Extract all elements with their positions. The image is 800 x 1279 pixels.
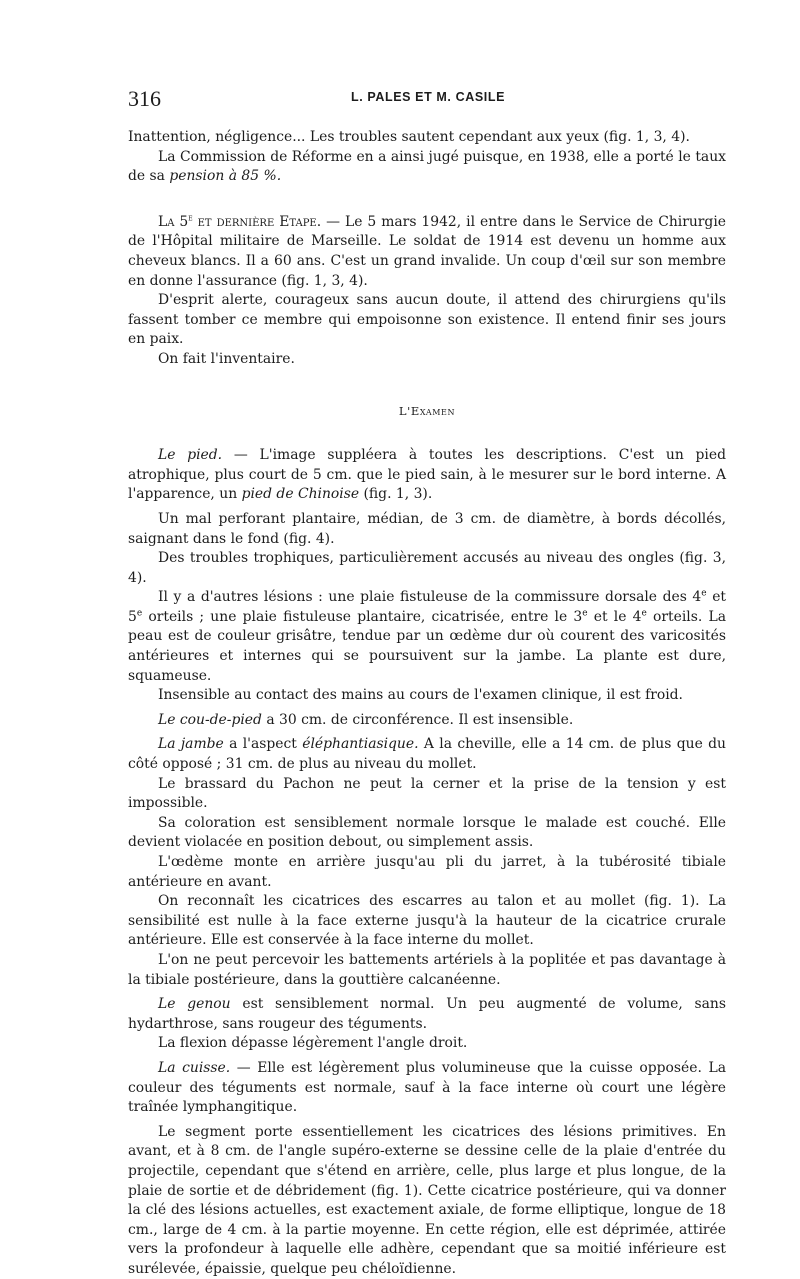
paragraph: Le brassard du Pachon ne peut la cerner et la prise de la tension y est impossible. xyxy=(128,775,726,812)
paragraph: Un mal perforant plantaire, médian, de 3 cm. de diamètre, à bords décollés, saignant dans le fond (fig. 4). xyxy=(128,510,726,547)
paragraph: L'œdème monte en arrière jusqu'au pli du jarret, à la tubérosité tibiale antérieure en avant. xyxy=(128,854,726,890)
page-number: 316 xyxy=(128,86,161,111)
paragraph: La jambe a l'aspect éléphantiasique. A la cheville, elle a 14 cm. de plus que du côté opposé ; 31 cm. de plus au niveau du mollet. xyxy=(128,736,726,773)
paragraph: Des troubles trophiques, particulièrement accusés au niveau des ongles (fig. 3, 4). xyxy=(128,550,726,586)
subsection-lead: La cuisse. xyxy=(158,1059,231,1076)
paragraph: Le cou-de-pied a 30 cm. de circonférence. Il est insensible. xyxy=(158,711,574,728)
subsection-lead: La jambe xyxy=(158,736,224,753)
paragraph: On fait l'inventaire. xyxy=(158,350,295,367)
paragraph: Sa coloration est sensiblement normale lorsque le malade est couché. Elle devient violacée en position debout, ou simplement assis. xyxy=(128,814,726,851)
page-body xyxy=(128,128,726,1279)
paragraph: L'on ne peut percevoir les battements artériels à la poplitée et pas davantage à la tibiale postérieure, dans la gouttière calcanéenne. xyxy=(128,951,726,988)
paragraph: La 5e et dernière Etape. — Le 5 mars 1942, il entre dans le Service de Chirurgie de l'Hôpital militaire de Marseille. Le soldat de 1914 est devenu un homme aux cheveux blancs. Il a 60 ans. C'est un grand invalide. Un coup d'œil sur son membre en donne l'assurance (fig. 1, 3, 4). xyxy=(128,213,726,289)
paragraph: Le segment porte essentiellement les cicatrices des lésions primitives. En avant, et à 8 cm. de l'angle supéro-externe se dessine celle de la plaie d'entrée du projectile, cependant que s'étend en arrière, celle, plus large et plus longue, de la plaie de sortie et de débridement (fig. 1). Cette cicatrice postérieure, qui va donner la clé des lésions actuelles, est exactement axiale, de forme elliptique, longue de 18 cm., large de 4 cm. à la partie moyenne. En cette région, elle est déprimée, attirée vers la profondeur à laquelle elle adhère, cependant que sa moitié inférieure est surélevée, épaissie, quelque peu chéloïdienne. xyxy=(128,1123,726,1277)
paragraph: La cuisse. — Elle est légèrement plus volumineuse que la cuisse opposée. La couleur des téguments est normale, sauf à la face interne où court une légère traînée lymphangitique. xyxy=(128,1059,726,1116)
subsection-lead: Le cou-de-pied xyxy=(158,711,262,728)
paragraph: Le pied. — L'image suppléera à toutes les descriptions. C'est un pied atrophique, plus court de 5 cm. que le pied sain, à le mesurer sur le bord interne. A l'apparence, un pied de Chinoise (fig. 1, 3). xyxy=(128,447,726,503)
paragraph: Il y a d'autres lésions : une plaie fistuleuse de la commissure dorsale des 4e et 5e orteils ; une plaie fistuleuse plantaire, cicatrisée, entre le 3e et le 4e orteils. La peau est de couleur grisâtre, tendue par un œdème dur où courent des varicosités antérieures et internes qui se poursuivent sur la jambe. La plante est dure, squameuse. xyxy=(128,588,726,684)
page-header xyxy=(128,86,728,112)
paragraph: Le genou est sensiblement normal. Un peu augmenté de volume, sans hydarthrose, sans rougeur des téguments. xyxy=(128,996,727,1032)
subsection-lead: Le genou xyxy=(158,996,231,1013)
paragraph: Insensible au contact des mains au cours de l'examen clinique, il est froid. xyxy=(158,687,683,704)
paragraph: D'esprit alerte, courageux sans aucun doute, il attend des chirurgiens qu'ils fassent tomber ce membre qui empoisonne son existence. Il entend finir ses jours en paix. xyxy=(128,292,726,348)
running-head: L. PALES ET M. CASILE xyxy=(350,90,506,104)
paragraph: La flexion dépasse légèrement l'angle droit. xyxy=(158,1035,468,1052)
paragraph: La Commission de Réforme en a ainsi jugé puisque, en 1938, elle a porté le taux de sa pension à 85 %. xyxy=(128,148,726,185)
subsection-lead: Le pied. xyxy=(158,447,223,464)
paragraph: Inattention, négligence... Les troubles sautent cependant aux yeux (fig. 1, 3, 4). xyxy=(128,129,690,145)
section-lead: La 5e et dernière Etape. xyxy=(158,213,322,230)
section-heading: L'Examen xyxy=(398,403,456,418)
paragraph: On reconnaît les cicatrices des escarres au talon et au mollet (fig. 1). La sensibilité est nulle à la face externe jusqu'à la hauteur de la cicatrice crurale antérieure. Elle est conservée à la face interne du mollet. xyxy=(128,893,726,949)
